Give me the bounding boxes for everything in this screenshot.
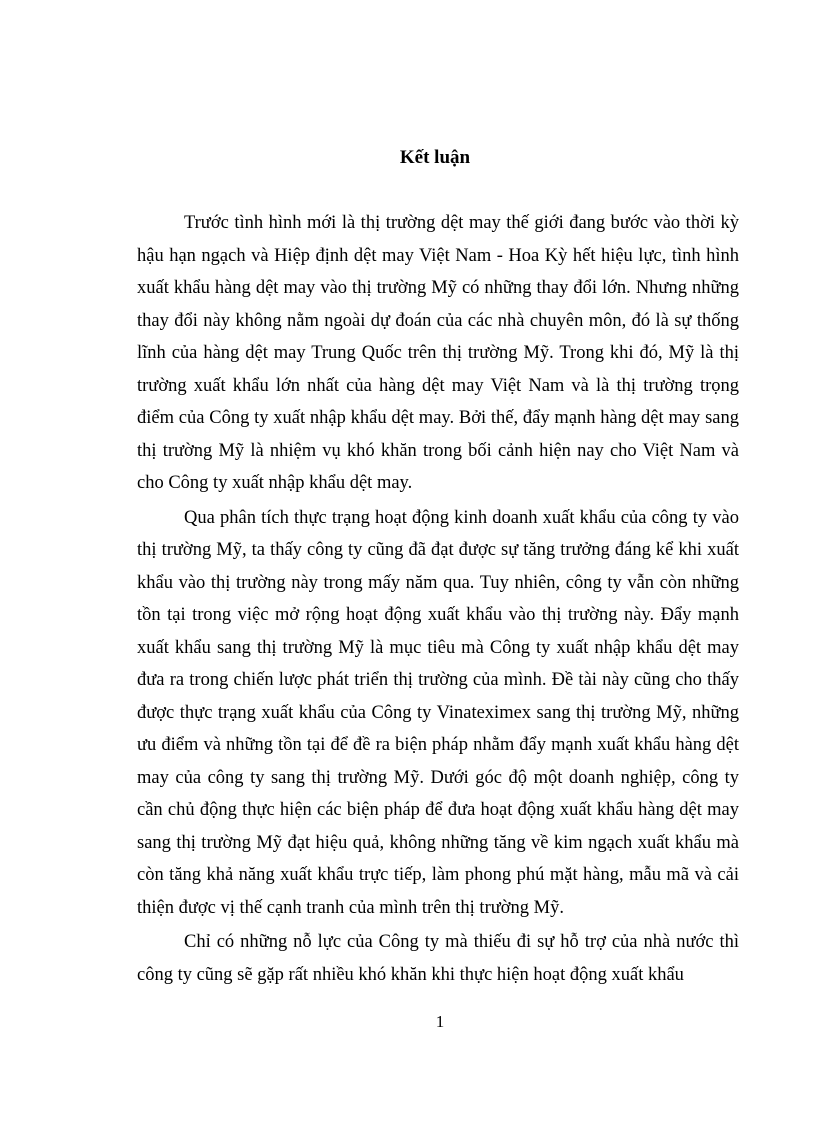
page-number: 1 (435, 1012, 445, 1031)
paragraph: Chỉ có những nỗ lực của Công ty mà thiếu đi sự hỗ trợ của nhà nước thì công ty cũng sẽ gặp rất nhiều khó khăn khi thực hiện hoạt động xuất khẩu (137, 932, 739, 985)
paragraph: Qua phân tích thực trạng hoạt động kinh doanh xuất khẩu của công ty vào thị trường Mỹ, ta thấy công ty cũng đã đạt được sự tăng trưởng đáng kể khi xuất khẩu vào thị trường này trong mấy năm qua. Tuy nhiên, công ty vẫn còn những tồn tại trong việc mở rộng hoạt động xuất khẩu vào thị trường này. Đẩy mạnh xuất khẩu sang thị trường Mỹ là mục tiêu mà Công ty xuất nhập khẩu dệt may đưa ra trong chiến lược phát triển thị trường của mình. Đề tài này cũng cho thấy được thực trạng xuất khẩu của Công ty Vinateximex sang thị trường Mỹ, những ưu điểm và những tồn tại để đề ra biện pháp nhằm đẩy mạnh xuất khẩu hàng dệt may của công ty sang thị trường Mỹ. Dưới góc độ một doanh nghiệp, công ty cần chủ động thực hiện các biện pháp để đưa hoạt động xuất khẩu hàng dệt may sang thị trường Mỹ đạt hiệu quả, không những tăng về kim ngạch xuất khẩu mà còn tăng khả năng xuất khẩu trực tiếp, làm phong phú mặt hàng, mẫu mã và cải thiện được vị thế cạnh tranh của mình trên thị trường Mỹ. (137, 507, 739, 918)
body-text (137, 207, 739, 993)
paragraph: Trước tình hình mới là thị trường dệt may thế giới đang bước vào thời kỳ hậu hạn ngạch và Hiệp định dệt may Việt Nam - Hoa Kỳ hết hiệu lực, tình hình xuất khẩu hàng dệt may vào thị trường Mỹ có những thay đổi lớn. Nhưng những thay đổi này không nằm ngoài dự đoán của các nhà chuyên môn, đó là sự thống lĩnh của hàng dệt may Trung Quốc trên thị trường Mỹ. Trong khi đó, Mỹ là thị trường xuất khẩu lớn nhất của hàng dệt may Việt Nam và là thị trường trọng điểm của Công ty xuất nhập khẩu dệt may. Bởi thế, đẩy mạnh hàng dệt may sang thị trường Mỹ là nhiệm vụ khó khăn trong bối cảnh hiện nay cho Việt Nam và cho Công ty xuất nhập khẩu dệt may. (137, 213, 739, 493)
page-title: Kết luận (399, 147, 471, 168)
